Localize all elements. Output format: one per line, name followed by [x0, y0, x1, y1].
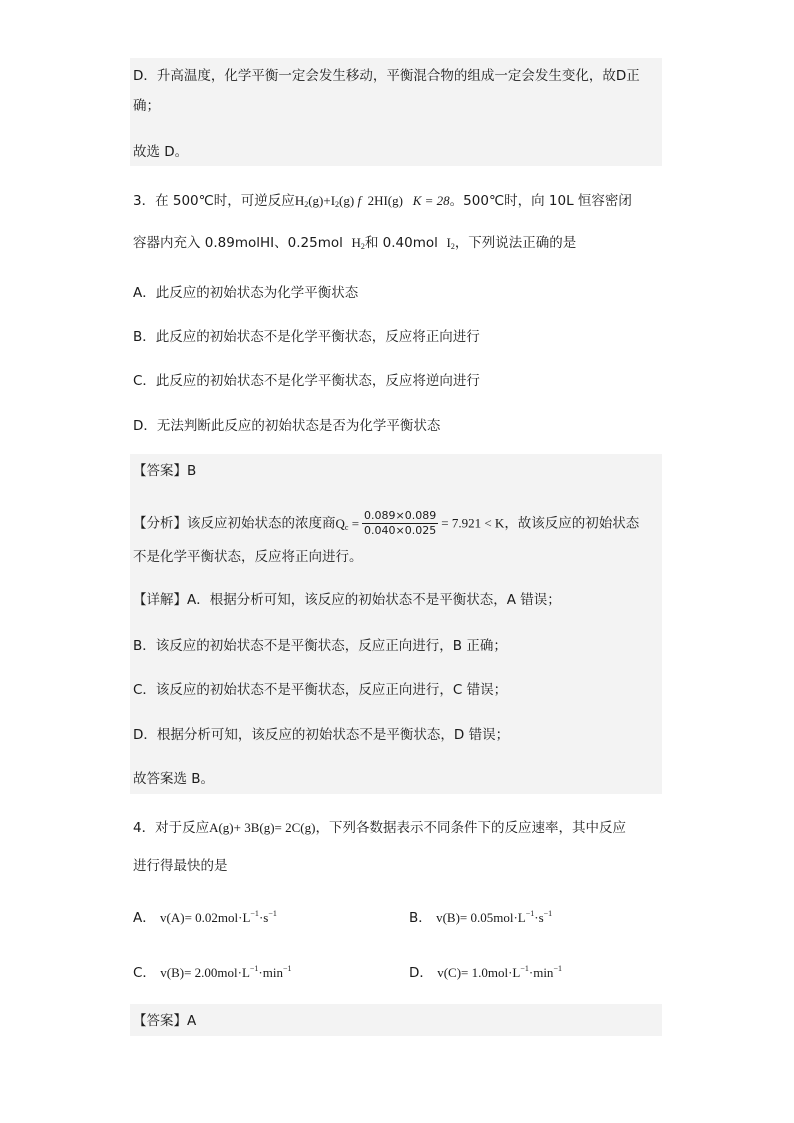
- solution-line-d: D．升高温度，化学平衡一定会发生移动，平衡混合物的组成一定会发生变化，故D正: [133, 68, 640, 84]
- detail-conclusion: 故答案选 B。: [133, 771, 215, 787]
- answer-4: 【答案】A: [133, 1013, 197, 1029]
- rate-option-b: B． $v(B)= 0.05mol\cdot L^{-1}\cdot s^{-1}$: [409, 909, 553, 926]
- equilibrium-equation: $H_2(g)+I_2(g)$ f 2HI(g) K = 28: [294, 193, 450, 209]
- reaction-equation: A(g)+ 3B(g)= 2C(g): [209, 820, 316, 835]
- question-3-text-a: 3．在 500℃时，可逆反应: [133, 193, 295, 209]
- solution-line-d-cont: 确；: [133, 98, 160, 114]
- shaded-block-answer-4: [130, 1004, 662, 1036]
- analysis-3-line2: 不是化学平衡状态，反应将正向进行。: [133, 549, 363, 565]
- rate-option-a: A． $v(A)= 0.02mol\cdot L^{-1}\cdot s^{-1}$: [133, 909, 277, 926]
- question-4-stem-line2: 进行得最快的是: [133, 858, 228, 874]
- option-c: C．此反应的初始状态不是化学平衡状态，反应将逆向进行: [133, 373, 480, 389]
- question-3-stem-line2: 容器内充入 0.89molHI、0.25mol $H_2$和 0.40mol $I_2$，下列说法正确的是: [133, 235, 577, 251]
- detail-line-a: 【详解】A．根据分析可知，该反应的初始状态不是平衡状态，A 错误；: [133, 592, 561, 608]
- question-3-stem: [133, 191, 632, 215]
- rate-option-c: C． $v(B)= 2.00mol\cdot L^{-1}\cdot\min^{-1}$: [133, 964, 292, 981]
- answer-3: 【答案】B: [133, 463, 197, 479]
- concentration-quotient-fraction: $\frac{0.089\times 0.089}{0.040\times 0.025}$: [364, 509, 437, 537]
- option-d: D．无法判断此反应的初始状态是否为化学平衡状态: [133, 418, 441, 434]
- question-4-stem: 4．对于反应A(g)+ 3B(g)= 2C(g)，下列各数据表示不同条件下的反应速率，其中反应: [133, 820, 626, 836]
- option-a: A．此反应的初始状态为化学平衡状态: [133, 285, 359, 301]
- question-3-text-b: 。500℃时，向 10L 恒容密闭: [449, 193, 632, 209]
- solution-conclusion: 故选 D。: [133, 144, 189, 160]
- detail-line-b: B．该反应的初始状态不是平衡状态，反应正向进行，B 正确；: [133, 638, 507, 654]
- option-b: B．此反应的初始状态不是化学平衡状态，反应将正向进行: [133, 329, 480, 345]
- detail-line-c: C．该反应的初始状态不是平衡状态，反应正向进行，C 错误；: [133, 682, 508, 698]
- analysis-3: 【分析】该反应初始状态的浓度商$Q_c$ = $\frac{0.089\times 0.089}{0.040\times 0.025}$ = 7.921 < K，故该反应的初始状态: [133, 509, 640, 537]
- detail-line-d: D．根据分析可知，该反应的初始状态不是平衡状态，D 错误；: [133, 727, 510, 743]
- rate-option-d: D． $v(C)= 1.0mol\cdot L^{-1}\cdot\min^{-1}$: [409, 964, 562, 981]
- reversible-arrow-glyph: f: [357, 193, 362, 208]
